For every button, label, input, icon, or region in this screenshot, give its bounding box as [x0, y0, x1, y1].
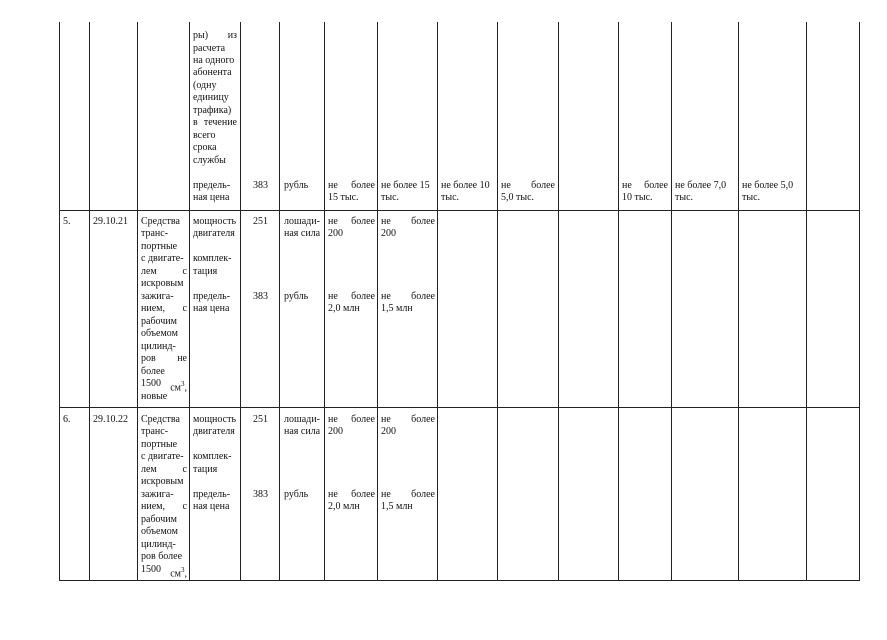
- text-line: с: [182, 464, 187, 475]
- text-line: ры): [193, 30, 209, 41]
- text-line: 200: [328, 228, 343, 239]
- text-line: срока: [193, 142, 217, 153]
- text-line: не: [328, 291, 338, 302]
- text-line: комплек-: [193, 253, 232, 264]
- text-line: не: [328, 216, 338, 227]
- text-line: нием,: [141, 303, 165, 314]
- text-line: лем: [141, 266, 157, 277]
- table-rule: [59, 407, 860, 408]
- text-line: не: [501, 180, 511, 191]
- text-line: более: [531, 180, 555, 191]
- cell-okei-code: 383: [253, 180, 268, 191]
- text-line: единицу: [193, 92, 229, 103]
- text-line: [170, 564, 187, 581]
- text-line: мощность: [193, 216, 236, 227]
- text-line: предель-: [193, 180, 231, 191]
- text-line: 15 тыс.: [328, 192, 359, 203]
- column-rule: [738, 22, 739, 581]
- text-line: тыс.: [381, 192, 400, 203]
- text-line: течение: [203, 117, 237, 128]
- text-line: комплек-: [193, 451, 232, 462]
- text-line: ная цена: [193, 192, 230, 203]
- text-line: абонента: [193, 67, 232, 78]
- column-rule: [558, 22, 559, 581]
- text-line: искровым: [141, 278, 184, 289]
- cell-unit: рубль: [284, 180, 309, 191]
- text-line: лошади-: [284, 216, 320, 227]
- text-line: более: [351, 489, 375, 500]
- text-line: 200: [381, 228, 396, 239]
- column-rule: [618, 22, 619, 581]
- column-rule: [497, 22, 498, 581]
- column-rule: [59, 22, 60, 581]
- text-line: 200: [328, 426, 343, 437]
- text-line: ная сила: [284, 228, 321, 239]
- cell-okei-code: 251: [253, 414, 268, 425]
- text-line: не: [328, 414, 338, 425]
- text-line: предель-: [193, 489, 231, 500]
- text-line: не более 7,0: [675, 180, 727, 191]
- text-line: (одну: [193, 80, 217, 91]
- text-line: не более 5,0: [742, 180, 794, 191]
- text-line: цилинд-: [141, 539, 176, 550]
- cell-okei-code: 383: [253, 291, 268, 302]
- text-line: цилинд-: [141, 341, 176, 352]
- row-okpd-code: 29.10.21: [93, 216, 128, 227]
- row-okpd-code: 29.10.22: [93, 414, 128, 425]
- text-line: с двигате-: [141, 253, 184, 264]
- text-line: рабочим: [141, 514, 177, 525]
- text-line: не: [177, 353, 187, 364]
- text-line: 1,5 млн: [381, 501, 413, 512]
- text-line: объемом: [141, 328, 178, 339]
- column-rule: [240, 22, 241, 581]
- text-line: транс-: [141, 228, 169, 239]
- text-line: ная сила: [284, 426, 321, 437]
- text-fragment: см: [170, 382, 181, 394]
- text-line: не более 15: [381, 180, 430, 191]
- text-line: службы: [193, 155, 226, 166]
- text-fragment: ,: [184, 568, 187, 580]
- text-line: более: [411, 414, 435, 425]
- text-line: нием,: [141, 501, 165, 512]
- column-rule: [377, 22, 378, 581]
- text-fragment: ,: [184, 382, 187, 394]
- text-line: тация: [193, 464, 218, 475]
- text-line: не: [381, 414, 391, 425]
- text-line: на одного: [193, 55, 235, 66]
- superscript: 3: [181, 380, 185, 388]
- text-line: 1500: [141, 564, 161, 575]
- text-line: ная цена: [193, 501, 230, 512]
- column-rule: [137, 22, 138, 581]
- superscript: 3: [181, 566, 185, 574]
- text-line: более: [141, 366, 165, 377]
- text-line: рубль: [284, 291, 309, 302]
- text-line: зажига-: [141, 291, 174, 302]
- text-line: более: [351, 291, 375, 302]
- text-line: рубль: [284, 489, 309, 500]
- text-line: зажига-: [141, 489, 174, 500]
- text-line: 5,0 тыс.: [501, 192, 535, 203]
- text-line: более: [411, 216, 435, 227]
- text-line: Средства: [141, 414, 180, 425]
- text-line: двигателя: [193, 426, 235, 437]
- column-rule: [806, 22, 807, 581]
- text-line: с: [182, 501, 187, 512]
- text-line: портные: [141, 439, 178, 450]
- text-line: 2,0 млн: [328, 303, 360, 314]
- cell-okei-code: 251: [253, 216, 268, 227]
- text-line: ров: [141, 353, 156, 364]
- text-line: более: [644, 180, 668, 191]
- text-line: 1500: [141, 378, 161, 389]
- text-line: с двигате-: [141, 451, 184, 462]
- text-line: всего: [193, 130, 216, 141]
- text-line: тация: [193, 266, 218, 277]
- column-rule: [859, 22, 860, 581]
- text-line: объемом: [141, 526, 178, 537]
- text-line: транс-: [141, 426, 169, 437]
- column-rule: [279, 22, 280, 581]
- text-line: не: [381, 216, 391, 227]
- text-line: не: [381, 291, 391, 302]
- text-line: 1,5 млн: [381, 303, 413, 314]
- text-line: [170, 378, 187, 395]
- text-line: искровым: [141, 476, 184, 487]
- text-line: мощность: [193, 414, 236, 425]
- text-line: более: [351, 180, 375, 191]
- text-line: более: [411, 291, 435, 302]
- column-rule: [89, 22, 90, 581]
- text-line: 2,0 млн: [328, 501, 360, 512]
- column-rule: [437, 22, 438, 581]
- text-line: трафика): [193, 105, 232, 116]
- text-line: тыс.: [675, 192, 694, 203]
- text-line: лошади-: [284, 414, 320, 425]
- text-line: лем: [141, 464, 157, 475]
- text-line: Средства: [141, 216, 180, 227]
- text-line: более: [351, 414, 375, 425]
- text-line: с: [182, 266, 187, 277]
- text-line: в: [193, 117, 198, 128]
- text-line: с: [182, 303, 187, 314]
- text-line: тыс.: [441, 192, 460, 203]
- text-line: ров более: [141, 551, 183, 562]
- text-line: не: [381, 489, 391, 500]
- column-rule: [324, 22, 325, 581]
- text-line: предель-: [193, 291, 231, 302]
- text-line: ная цена: [193, 303, 230, 314]
- text-line: из: [227, 30, 237, 41]
- text-line: тыс.: [742, 192, 761, 203]
- text-line: новые: [141, 391, 168, 402]
- text-line: более: [411, 489, 435, 500]
- row-number: 6.: [63, 414, 71, 425]
- text-line: не: [328, 180, 338, 191]
- row-number: 5.: [63, 216, 71, 227]
- text-line: двигателя: [193, 228, 235, 239]
- text-line: не: [622, 180, 632, 191]
- text-line: рабочим: [141, 316, 177, 327]
- text-line: расчета: [193, 43, 226, 54]
- column-rule: [189, 22, 190, 581]
- text-line: не: [328, 489, 338, 500]
- text-line: не более 10: [441, 180, 490, 191]
- text-line: более: [351, 216, 375, 227]
- text-line: 200: [381, 426, 396, 437]
- text-line: портные: [141, 241, 178, 252]
- text-line: 10 тыс.: [622, 192, 653, 203]
- cell-okei-code: 383: [253, 489, 268, 500]
- table-rule: [59, 210, 860, 211]
- column-rule: [671, 22, 672, 581]
- text-fragment: см: [170, 568, 181, 580]
